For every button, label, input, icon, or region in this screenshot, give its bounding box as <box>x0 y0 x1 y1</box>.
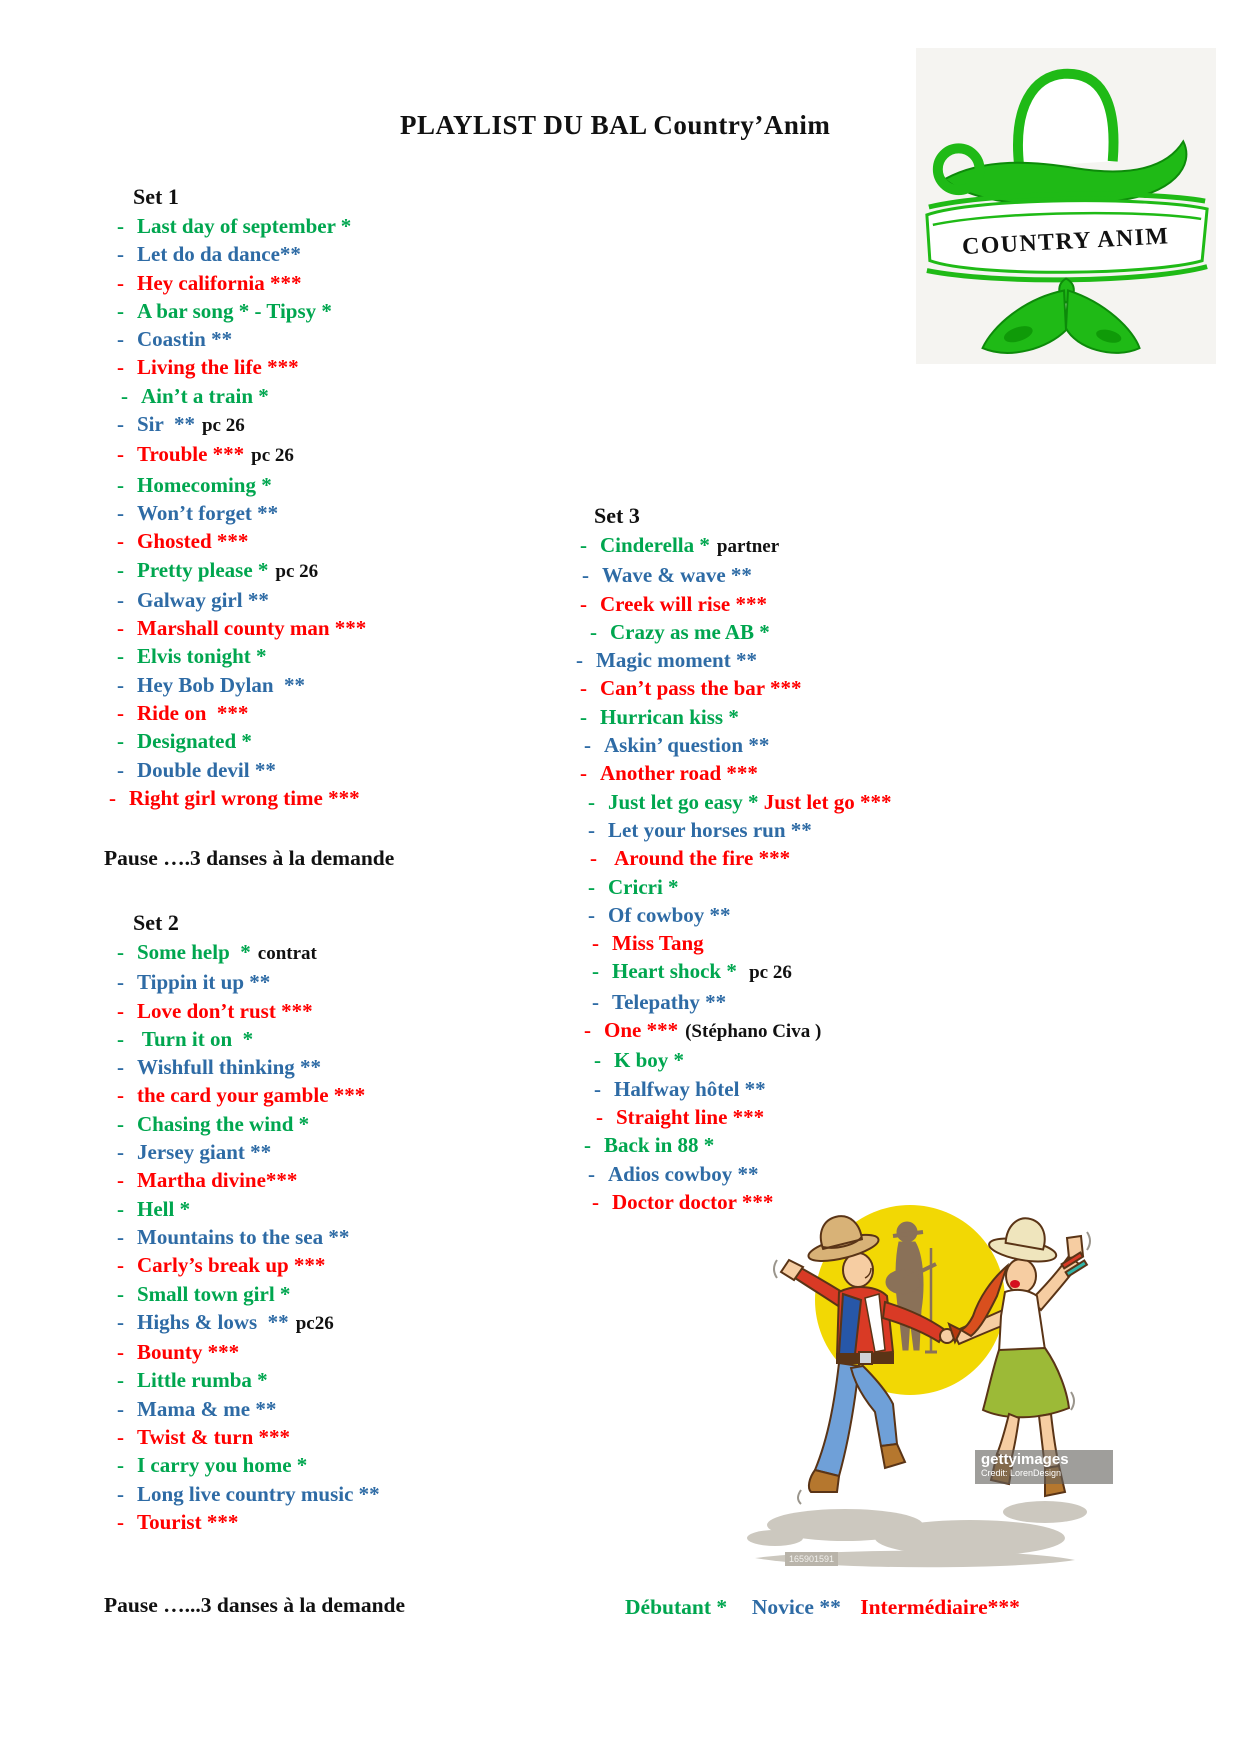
song-item <box>117 727 366 755</box>
song-title: Galway girl ** <box>137 587 269 612</box>
dancing-couple-illustration <box>715 1140 1115 1585</box>
song-title: Twist & turn *** <box>137 1425 291 1450</box>
song-item <box>584 1016 892 1046</box>
list-dash: - <box>592 959 599 984</box>
song-item <box>588 816 892 844</box>
list-dash: - <box>580 591 587 616</box>
song-item <box>584 731 892 759</box>
level-legend <box>625 1595 1034 1620</box>
list-dash: - <box>117 940 124 964</box>
list-dash: - <box>580 761 587 786</box>
list-dash: - <box>117 1224 124 1249</box>
song-item <box>580 759 892 787</box>
list-dash: - <box>117 1196 124 1221</box>
list-dash: - <box>596 1104 603 1129</box>
list-dash: - <box>117 1340 124 1365</box>
song-title: Let your horses run ** <box>608 817 812 842</box>
list-dash: - <box>584 1018 591 1043</box>
song-note: pc26 <box>295 1312 334 1334</box>
song-item <box>117 1508 380 1536</box>
song-item <box>117 1138 380 1166</box>
list-dash: - <box>117 1281 124 1306</box>
list-dash: - <box>594 1076 601 1101</box>
song-title: Straight line *** <box>616 1104 765 1129</box>
list-dash: - <box>117 500 124 525</box>
song-item <box>117 756 366 784</box>
song-title: Let do da dance** <box>137 242 301 267</box>
song-title: Heart shock * <box>612 959 743 984</box>
song-item <box>117 269 366 297</box>
list-dash: - <box>592 931 599 956</box>
song-item <box>117 997 380 1025</box>
legend-level: Intermédiaire*** <box>860 1595 1020 1619</box>
song-title: Halfway hôtel ** <box>614 1076 766 1101</box>
list-dash: - <box>117 214 124 238</box>
song-title: Miss Tang <box>612 931 704 956</box>
song-item <box>117 212 366 240</box>
list-dash: - <box>588 1161 595 1186</box>
list-dash: - <box>580 676 587 701</box>
song-item <box>117 1223 380 1251</box>
list-dash: - <box>117 644 124 669</box>
list-dash: - <box>117 1425 124 1450</box>
gettyimages-credit-text: Credit: LorenDesign <box>981 1468 1062 1478</box>
song-title: Designated * <box>137 729 252 754</box>
list-dash: - <box>576 648 583 673</box>
list-dash: - <box>588 874 595 899</box>
list-dash: - <box>117 1168 124 1193</box>
song-item <box>580 703 892 731</box>
song-item <box>580 531 892 561</box>
list-dash: - <box>117 355 124 380</box>
song-item <box>582 561 892 589</box>
song-item <box>117 1053 380 1081</box>
song-title: Telepathy ** <box>612 989 727 1014</box>
song-title: the card your gamble *** <box>137 1083 366 1108</box>
song-title: Magic moment ** <box>596 648 757 673</box>
set3-heading: Set 3 <box>594 503 640 528</box>
song-item <box>117 240 366 268</box>
list-dash: - <box>584 1133 591 1158</box>
song-item <box>117 410 366 440</box>
song-item <box>580 674 892 702</box>
song-title: Askin’ question ** <box>604 733 770 758</box>
song-title: I carry you home * <box>137 1453 308 1478</box>
song-item <box>117 1480 380 1508</box>
list-dash: - <box>117 1368 124 1393</box>
list-dash: - <box>117 587 124 612</box>
list-dash: - <box>590 846 597 871</box>
song-title: Around the fire *** <box>610 846 791 871</box>
song-title: Cricri * <box>608 874 679 899</box>
logo-banner-text: COUNTRY ANIM <box>961 223 1171 261</box>
song-title: Carly’s break up *** <box>137 1253 326 1278</box>
song-item <box>117 1166 380 1194</box>
list-dash: - <box>117 1453 124 1478</box>
song-item <box>594 1075 892 1103</box>
song-item <box>588 873 892 901</box>
song-title: K boy * <box>614 1048 685 1073</box>
song-title: Of cowboy ** <box>608 902 731 927</box>
song-note: partner <box>716 536 780 557</box>
song-note: contrat <box>257 943 317 964</box>
song-title: Hurrican kiss * <box>600 704 739 729</box>
song-title: Bounty *** <box>137 1340 240 1365</box>
page-title: PLAYLIST DU BAL Country’Anim <box>400 110 831 140</box>
song-title: Ghosted *** <box>137 529 249 554</box>
song-item <box>594 1046 892 1074</box>
song-title: Little rumba * <box>137 1368 268 1393</box>
song-title: Turn it on * <box>137 1026 254 1051</box>
set1-column <box>109 182 367 812</box>
song-title: Crazy as me AB * <box>610 619 770 644</box>
list-dash: - <box>121 383 128 408</box>
list-dash: - <box>592 989 599 1014</box>
list-dash: - <box>109 785 116 810</box>
song-title: Homecoming * <box>137 472 272 497</box>
song-item <box>117 642 366 670</box>
list-dash: - <box>117 1140 124 1165</box>
list-dash: - <box>117 242 124 267</box>
dancing-couple-image <box>715 1140 1115 1585</box>
song-item <box>117 1423 380 1451</box>
list-dash: - <box>117 1481 124 1506</box>
song-item <box>117 1025 380 1053</box>
song-item <box>117 297 366 325</box>
song-title: Wave & wave ** <box>602 563 752 588</box>
song-item <box>588 788 892 816</box>
set3-column <box>578 501 892 1216</box>
list-dash: - <box>117 970 124 995</box>
song-item <box>592 957 892 987</box>
song-item <box>590 844 892 872</box>
song-item <box>117 968 380 996</box>
song-title: Coastin ** <box>137 327 233 352</box>
set1-heading: Set 1 <box>133 184 179 209</box>
gettyimages-watermark <box>975 1450 1113 1484</box>
song-title: Ride on *** <box>137 701 249 726</box>
gettyimages-watermark-text: gettyimages <box>981 1451 1069 1468</box>
song-title: Back in 88 * <box>604 1133 715 1158</box>
list-dash: - <box>592 1189 599 1214</box>
list-dash: - <box>117 1509 124 1534</box>
song-item <box>117 671 366 699</box>
song-title: Hey Bob Dylan ** <box>137 672 306 697</box>
list-dash: - <box>117 998 124 1023</box>
song-title: Wishfull thinking ** <box>137 1055 322 1080</box>
song-item <box>588 901 892 929</box>
cowboy-hat-logo-icon <box>916 48 1216 364</box>
song-title: Ain’t a train * <box>141 383 269 408</box>
song-title: One *** <box>604 1018 679 1043</box>
song-item <box>117 471 366 499</box>
song-title: Trouble *** <box>137 442 245 467</box>
list-dash: - <box>584 733 591 758</box>
song-item <box>117 938 380 968</box>
song-item <box>109 784 366 812</box>
list-dash: - <box>117 298 124 323</box>
song-title: Hey california *** <box>137 270 302 295</box>
list-dash: - <box>117 529 124 554</box>
song-note: pc 26 <box>275 560 319 582</box>
list-dash: - <box>582 563 589 588</box>
legend-level: Débutant * <box>625 1595 733 1619</box>
song-item <box>117 614 366 642</box>
list-dash: - <box>117 1083 124 1108</box>
song-title: Sir ** <box>137 412 195 437</box>
song-item <box>117 556 366 586</box>
list-dash: - <box>117 1026 124 1051</box>
song-title: Can’t pass the bar *** <box>600 676 802 701</box>
list-dash: - <box>117 1253 124 1278</box>
song-title: Adios cowboy ** <box>608 1161 759 1186</box>
set2-column <box>117 908 380 1536</box>
song-title: Doctor doctor *** <box>612 1189 774 1214</box>
set2-heading: Set 2 <box>133 910 179 935</box>
list-dash: - <box>117 616 124 641</box>
song-title: Long live country music ** <box>137 1481 380 1506</box>
song-title: Last day of september * <box>137 214 352 238</box>
song-note: pc 26 <box>251 445 294 467</box>
song-item <box>117 1251 380 1279</box>
song-title: Marshall county man *** <box>137 616 367 641</box>
song-item <box>117 1081 380 1109</box>
song-title: Pretty please * <box>137 557 269 582</box>
song-item <box>117 527 366 555</box>
song-title: Elvis tonight * <box>137 644 267 669</box>
song-title: Martha divine*** <box>137 1168 298 1193</box>
song-item <box>117 586 366 614</box>
list-dash: - <box>590 619 597 644</box>
song-item <box>117 1395 380 1423</box>
list-dash: - <box>580 704 587 729</box>
country-anim-logo <box>916 48 1216 364</box>
song-title: Living the life *** <box>137 355 299 380</box>
list-dash: - <box>117 327 124 352</box>
song-title: Cinderella * <box>600 533 710 557</box>
song-title: Tourist *** <box>137 1509 239 1534</box>
song-item <box>580 590 892 618</box>
song-item <box>117 1110 380 1138</box>
song-title: Double devil ** <box>137 757 276 782</box>
song-title: Creek will rise *** <box>600 591 767 616</box>
list-dash: - <box>117 472 124 497</box>
song-item <box>117 440 366 470</box>
song-item <box>592 929 892 957</box>
song-item <box>121 382 366 410</box>
song-title: Jersey giant ** <box>137 1140 272 1165</box>
song-title: Another road *** <box>600 761 758 786</box>
pause-note-2: Pause …...3 danses à la demande <box>104 1593 406 1617</box>
song-item <box>576 646 892 674</box>
song-item <box>117 325 366 353</box>
song-title: Small town girl * <box>137 1281 291 1306</box>
song-title: Mountains to the sea ** <box>137 1224 350 1249</box>
song-title: Hell * <box>137 1196 191 1221</box>
song-item <box>596 1103 892 1131</box>
song-title: Some help * <box>137 940 251 964</box>
list-dash: - <box>117 701 124 726</box>
list-dash: - <box>117 1111 124 1136</box>
song-title: Just let go *** <box>763 789 892 814</box>
pause-note-1: Pause ….3 danses à la demande <box>104 846 395 870</box>
song-item <box>117 1451 380 1479</box>
list-dash: - <box>117 1309 124 1334</box>
song-item <box>117 1366 380 1394</box>
song-item <box>117 699 366 727</box>
list-dash: - <box>594 1048 601 1073</box>
list-dash: - <box>117 412 124 437</box>
song-note: (Stéphano Civa ) <box>685 1021 822 1043</box>
list-dash: - <box>588 789 595 814</box>
list-dash: - <box>117 557 124 582</box>
song-item <box>117 1195 380 1223</box>
list-dash: - <box>117 1055 124 1080</box>
song-title: Tippin it up ** <box>137 970 271 995</box>
song-item <box>117 1280 380 1308</box>
list-dash: - <box>117 729 124 754</box>
song-item <box>117 1338 380 1366</box>
list-dash: - <box>580 533 587 557</box>
list-dash: - <box>117 442 124 467</box>
list-dash: - <box>117 1396 124 1421</box>
list-dash: - <box>117 757 124 782</box>
song-note: pc 26 <box>749 962 792 984</box>
list-dash: - <box>588 817 595 842</box>
song-title: Love don’t rust *** <box>137 998 313 1023</box>
song-title: Chasing the wind * <box>137 1111 310 1136</box>
list-dash: - <box>588 902 595 927</box>
song-item <box>117 499 366 527</box>
song-title: Mama & me ** <box>137 1396 277 1421</box>
legend-level: Novice ** <box>746 1595 847 1619</box>
gettyimages-id-watermark: 165901591 <box>785 1552 838 1566</box>
song-title: Just let go easy * <box>608 789 764 814</box>
song-item <box>117 353 366 381</box>
song-title: Right girl wrong time *** <box>129 785 360 810</box>
song-item <box>590 618 892 646</box>
song-title: A bar song * - Tipsy * <box>137 298 332 323</box>
list-dash: - <box>117 270 124 295</box>
song-note: pc 26 <box>201 415 245 437</box>
song-title: Highs & lows ** <box>137 1309 289 1334</box>
song-item <box>117 1308 380 1338</box>
song-title: Won’t forget ** <box>137 500 279 525</box>
list-dash: - <box>117 672 124 697</box>
song-item <box>592 988 892 1016</box>
